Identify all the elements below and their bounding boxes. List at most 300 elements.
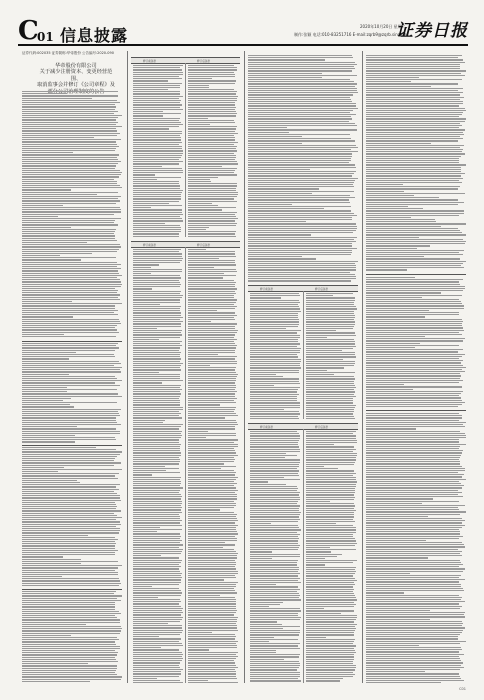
text-line (248, 143, 302, 144)
text-line (306, 571, 356, 572)
page-footer-mark: C01 (459, 687, 466, 691)
text-line (250, 464, 299, 465)
text-line (366, 380, 463, 381)
text-line (366, 171, 461, 172)
text-line (250, 486, 297, 487)
text-line (248, 162, 349, 163)
text-line (250, 582, 301, 583)
text-line (366, 638, 458, 639)
text-line (22, 325, 117, 326)
table-rule (22, 589, 122, 590)
text-line (366, 112, 463, 113)
text-line (188, 93, 236, 94)
text-line (188, 439, 238, 440)
text-line (366, 228, 458, 229)
text-line (306, 663, 353, 664)
text-line (248, 66, 354, 67)
text-line (248, 105, 356, 106)
text-line (366, 682, 441, 683)
text-line (366, 70, 466, 71)
text-line (188, 391, 237, 392)
text-line (366, 110, 466, 111)
text-line (306, 610, 354, 611)
text-line (22, 179, 114, 180)
text-line (366, 645, 419, 646)
text-line (188, 678, 237, 679)
text-line (366, 284, 460, 285)
newspaper-masthead: 证券日报 (396, 21, 468, 41)
text-line (133, 665, 179, 666)
text-line (22, 310, 118, 311)
text-line (22, 406, 74, 407)
text-line (248, 73, 322, 74)
text-line (306, 510, 356, 511)
text-line (22, 292, 117, 293)
text-line (188, 382, 235, 383)
text-line (366, 103, 463, 104)
text-line (133, 304, 160, 305)
text-line (366, 290, 463, 291)
column-divider (127, 51, 128, 683)
text-line (248, 258, 316, 259)
text-line (133, 102, 180, 103)
text-line (306, 381, 354, 382)
text-line (22, 244, 120, 245)
text-line (306, 367, 344, 368)
text-line (250, 521, 298, 522)
text-line (22, 428, 116, 429)
text-line (22, 187, 122, 188)
text-line (22, 541, 115, 542)
text-line (133, 474, 152, 475)
text-line (250, 405, 300, 406)
text-line (133, 518, 180, 519)
text-line (188, 617, 238, 618)
text-line (188, 514, 237, 515)
text-line (306, 488, 355, 489)
text-line (306, 497, 355, 498)
text-line (366, 378, 460, 379)
text-line (22, 670, 116, 671)
text-line (250, 494, 299, 495)
text-line (366, 592, 404, 593)
text-line (22, 358, 69, 359)
text-line (248, 59, 325, 60)
text-line (133, 382, 162, 383)
text-line (188, 378, 236, 379)
text-line (248, 77, 322, 78)
text-line (248, 149, 351, 150)
text-line (366, 340, 463, 341)
text-line (22, 619, 120, 620)
text-line (248, 158, 351, 159)
text-line (133, 459, 180, 460)
text-line (188, 295, 234, 296)
text-line (22, 332, 119, 333)
text-line (22, 281, 121, 282)
new-clause-text (188, 65, 238, 237)
text-line (22, 426, 77, 427)
text-line (366, 362, 461, 363)
text-line (133, 553, 181, 554)
text-line (188, 220, 235, 221)
text-line (366, 180, 459, 181)
text-line (188, 216, 236, 217)
text-line (188, 120, 234, 121)
text-line (250, 547, 299, 548)
text-line (366, 125, 462, 126)
text-line (22, 161, 121, 162)
text-line (366, 459, 459, 460)
text-line (306, 374, 334, 375)
text-line (188, 582, 238, 583)
text-line (366, 230, 460, 231)
table-rule (22, 341, 122, 342)
text-line (366, 147, 460, 148)
text-line (366, 575, 461, 576)
text-line (250, 398, 297, 399)
text-line (188, 652, 238, 653)
text-line (250, 519, 300, 520)
text-line (22, 314, 118, 315)
text-line (366, 439, 459, 440)
text-line (248, 208, 324, 209)
text-line (22, 157, 117, 158)
text-line (188, 557, 237, 558)
text-line (133, 150, 183, 151)
text-line (306, 494, 354, 495)
text-line (188, 256, 236, 257)
text-line (306, 400, 353, 401)
text-line (306, 332, 355, 333)
text-line (133, 396, 180, 397)
text-line (133, 74, 183, 75)
text-line (133, 196, 181, 197)
text-line (22, 646, 120, 647)
text-line (188, 540, 237, 541)
text-line (306, 455, 357, 456)
text-line (188, 566, 235, 567)
text-line (22, 141, 116, 142)
text-line (250, 453, 286, 454)
text-line (133, 634, 180, 635)
text-line (188, 146, 237, 147)
text-line (22, 246, 121, 247)
text-line (248, 278, 356, 279)
table-header-cell: 修订前条款 (143, 244, 156, 247)
text-line (248, 223, 356, 224)
text-line (22, 437, 115, 438)
text-line (366, 369, 462, 370)
text-line (188, 212, 237, 213)
text-line (306, 630, 355, 631)
text-line (366, 123, 460, 124)
text-line (366, 479, 466, 480)
text-line (133, 549, 183, 550)
text-line (22, 598, 117, 599)
text-line (306, 389, 354, 390)
text-line (366, 643, 460, 644)
text-line (22, 504, 116, 505)
text-line (366, 476, 462, 477)
text-line (306, 470, 354, 471)
text-line (366, 455, 461, 456)
text-line (188, 102, 235, 103)
text-line (248, 221, 306, 222)
text-line (250, 560, 298, 561)
text-line (366, 193, 465, 194)
text-line (188, 209, 222, 210)
text-line (188, 207, 236, 208)
text-line (22, 495, 120, 496)
text-line (306, 617, 357, 618)
text-line (366, 261, 466, 262)
text-line (366, 116, 459, 117)
text-line (188, 490, 238, 491)
text-line (22, 181, 117, 182)
text-line (306, 543, 357, 544)
text-line (188, 533, 238, 534)
text-line (133, 163, 179, 164)
text-line (22, 635, 71, 636)
text-line (22, 242, 87, 243)
text-line (133, 286, 180, 287)
text-line (133, 632, 182, 633)
text-line (188, 275, 236, 276)
text-line (250, 551, 272, 552)
text-line (306, 383, 354, 384)
text-line (22, 633, 120, 634)
text-line (306, 370, 327, 371)
text-line (366, 428, 416, 429)
text-line (133, 450, 180, 451)
text-line (366, 551, 462, 552)
text-line (366, 232, 462, 233)
text-line (248, 261, 358, 262)
text-line (248, 81, 354, 82)
text-line (366, 118, 466, 119)
text-line (133, 627, 182, 628)
text-line (366, 386, 462, 387)
text-line (250, 457, 285, 458)
text-line (22, 391, 67, 392)
text-line (306, 589, 354, 590)
text-line (22, 231, 115, 232)
text-line (366, 88, 463, 89)
text-line (366, 384, 404, 385)
text-line (366, 417, 462, 418)
text-line (306, 348, 353, 349)
text-line (188, 470, 234, 471)
text-line (22, 486, 116, 487)
text-line (366, 623, 463, 624)
text-line (188, 174, 237, 175)
text-line (188, 188, 236, 189)
text-line (133, 571, 180, 572)
text-line (188, 236, 236, 237)
text-line (188, 590, 235, 591)
text-line (366, 568, 465, 569)
text-line (250, 462, 300, 463)
text-line (188, 555, 237, 556)
text-line (250, 407, 300, 408)
text-line (306, 503, 354, 504)
text-line (133, 148, 182, 149)
text-line (248, 256, 302, 257)
text-line (250, 637, 274, 638)
text-line (366, 483, 461, 484)
text-line (188, 159, 235, 160)
text-line (22, 508, 116, 509)
text-line (366, 557, 428, 558)
text-line (22, 130, 117, 131)
text-line (133, 80, 168, 81)
text-line (188, 128, 236, 129)
text-line (366, 140, 458, 141)
text-line (22, 515, 117, 516)
text-line (188, 564, 236, 565)
article-code-line: 证券代码:002035 证券简称:华帝股份 公告编号:2020-090 (22, 51, 114, 55)
text-line (306, 387, 356, 388)
text-line (306, 560, 357, 561)
text-line (22, 262, 117, 263)
text-line (366, 188, 458, 189)
column-1 (22, 51, 122, 683)
text-line (248, 134, 350, 135)
text-line (306, 300, 355, 301)
text-line (133, 78, 182, 79)
text-line (248, 186, 354, 187)
text-line (248, 92, 358, 93)
text-line (250, 667, 299, 668)
text-line (366, 389, 413, 390)
text-line (188, 122, 235, 123)
text-line (366, 292, 441, 293)
text-line (133, 514, 179, 515)
text-line (366, 636, 458, 637)
text-line (366, 336, 425, 337)
text-line (22, 456, 117, 457)
text-line (133, 671, 181, 672)
text-line (250, 652, 276, 653)
text-line (250, 431, 297, 432)
text-line (22, 672, 115, 673)
text-line (248, 252, 352, 253)
text-line (188, 330, 238, 331)
text-line (22, 606, 115, 607)
text-line (188, 323, 237, 324)
text-line (306, 431, 356, 432)
text-line (133, 124, 183, 125)
text-line (133, 317, 183, 318)
text-line (250, 317, 298, 318)
text-line (306, 407, 355, 408)
text-line (133, 538, 180, 539)
text-line (250, 319, 299, 320)
text-line (250, 468, 297, 469)
text-line (306, 330, 336, 331)
text-line (22, 431, 120, 432)
text-line (133, 93, 180, 94)
text-line (133, 483, 181, 484)
text-line (366, 634, 460, 635)
text-line (133, 249, 181, 250)
text-line (133, 207, 151, 208)
text-line (133, 363, 183, 364)
text-line (133, 275, 180, 276)
text-line (306, 521, 355, 522)
text-line (133, 337, 180, 338)
text-line (22, 135, 117, 136)
text-line (188, 282, 236, 283)
text-line (366, 564, 463, 565)
text-line (133, 551, 182, 552)
text-line (133, 356, 180, 357)
text-line (22, 413, 119, 414)
text-line (250, 304, 298, 305)
text-line (22, 482, 80, 483)
text-line (133, 137, 181, 138)
text-line (133, 168, 182, 169)
text-line (133, 96, 183, 97)
text-line (188, 170, 235, 171)
text-line (188, 586, 236, 587)
text-line (188, 665, 236, 666)
text-line (188, 643, 236, 644)
text-line (188, 365, 210, 366)
text-line (248, 90, 357, 91)
text-line (22, 637, 117, 638)
text-line (188, 409, 235, 410)
table-rule (366, 410, 466, 411)
text-line (366, 250, 464, 251)
column-4 (366, 51, 466, 683)
text-line (366, 400, 462, 401)
text-line (366, 573, 410, 574)
text-line (366, 151, 462, 152)
text-line (22, 203, 116, 204)
text-line (188, 363, 237, 364)
text-line (22, 146, 119, 147)
text-line (22, 329, 117, 330)
text-line (366, 164, 466, 165)
text-line (250, 330, 301, 331)
text-line (188, 492, 235, 493)
text-line (250, 543, 298, 544)
text-line (22, 233, 114, 234)
text-line (366, 511, 466, 512)
text-line (248, 248, 357, 249)
text-line (22, 563, 81, 564)
text-line (366, 343, 420, 344)
text-line (133, 577, 182, 578)
text-line (133, 295, 183, 296)
text-line (133, 174, 155, 175)
text-line (188, 610, 237, 611)
text-line (366, 223, 466, 224)
text-line (248, 237, 357, 238)
text-line (366, 571, 463, 572)
text-line (366, 121, 465, 122)
text-line (133, 76, 179, 77)
text-line (366, 678, 461, 679)
text-line (250, 586, 298, 587)
text-line (306, 674, 355, 675)
text-line (133, 65, 183, 66)
text-line (366, 520, 465, 521)
text-line (188, 431, 208, 432)
old-clause-text (250, 293, 301, 419)
